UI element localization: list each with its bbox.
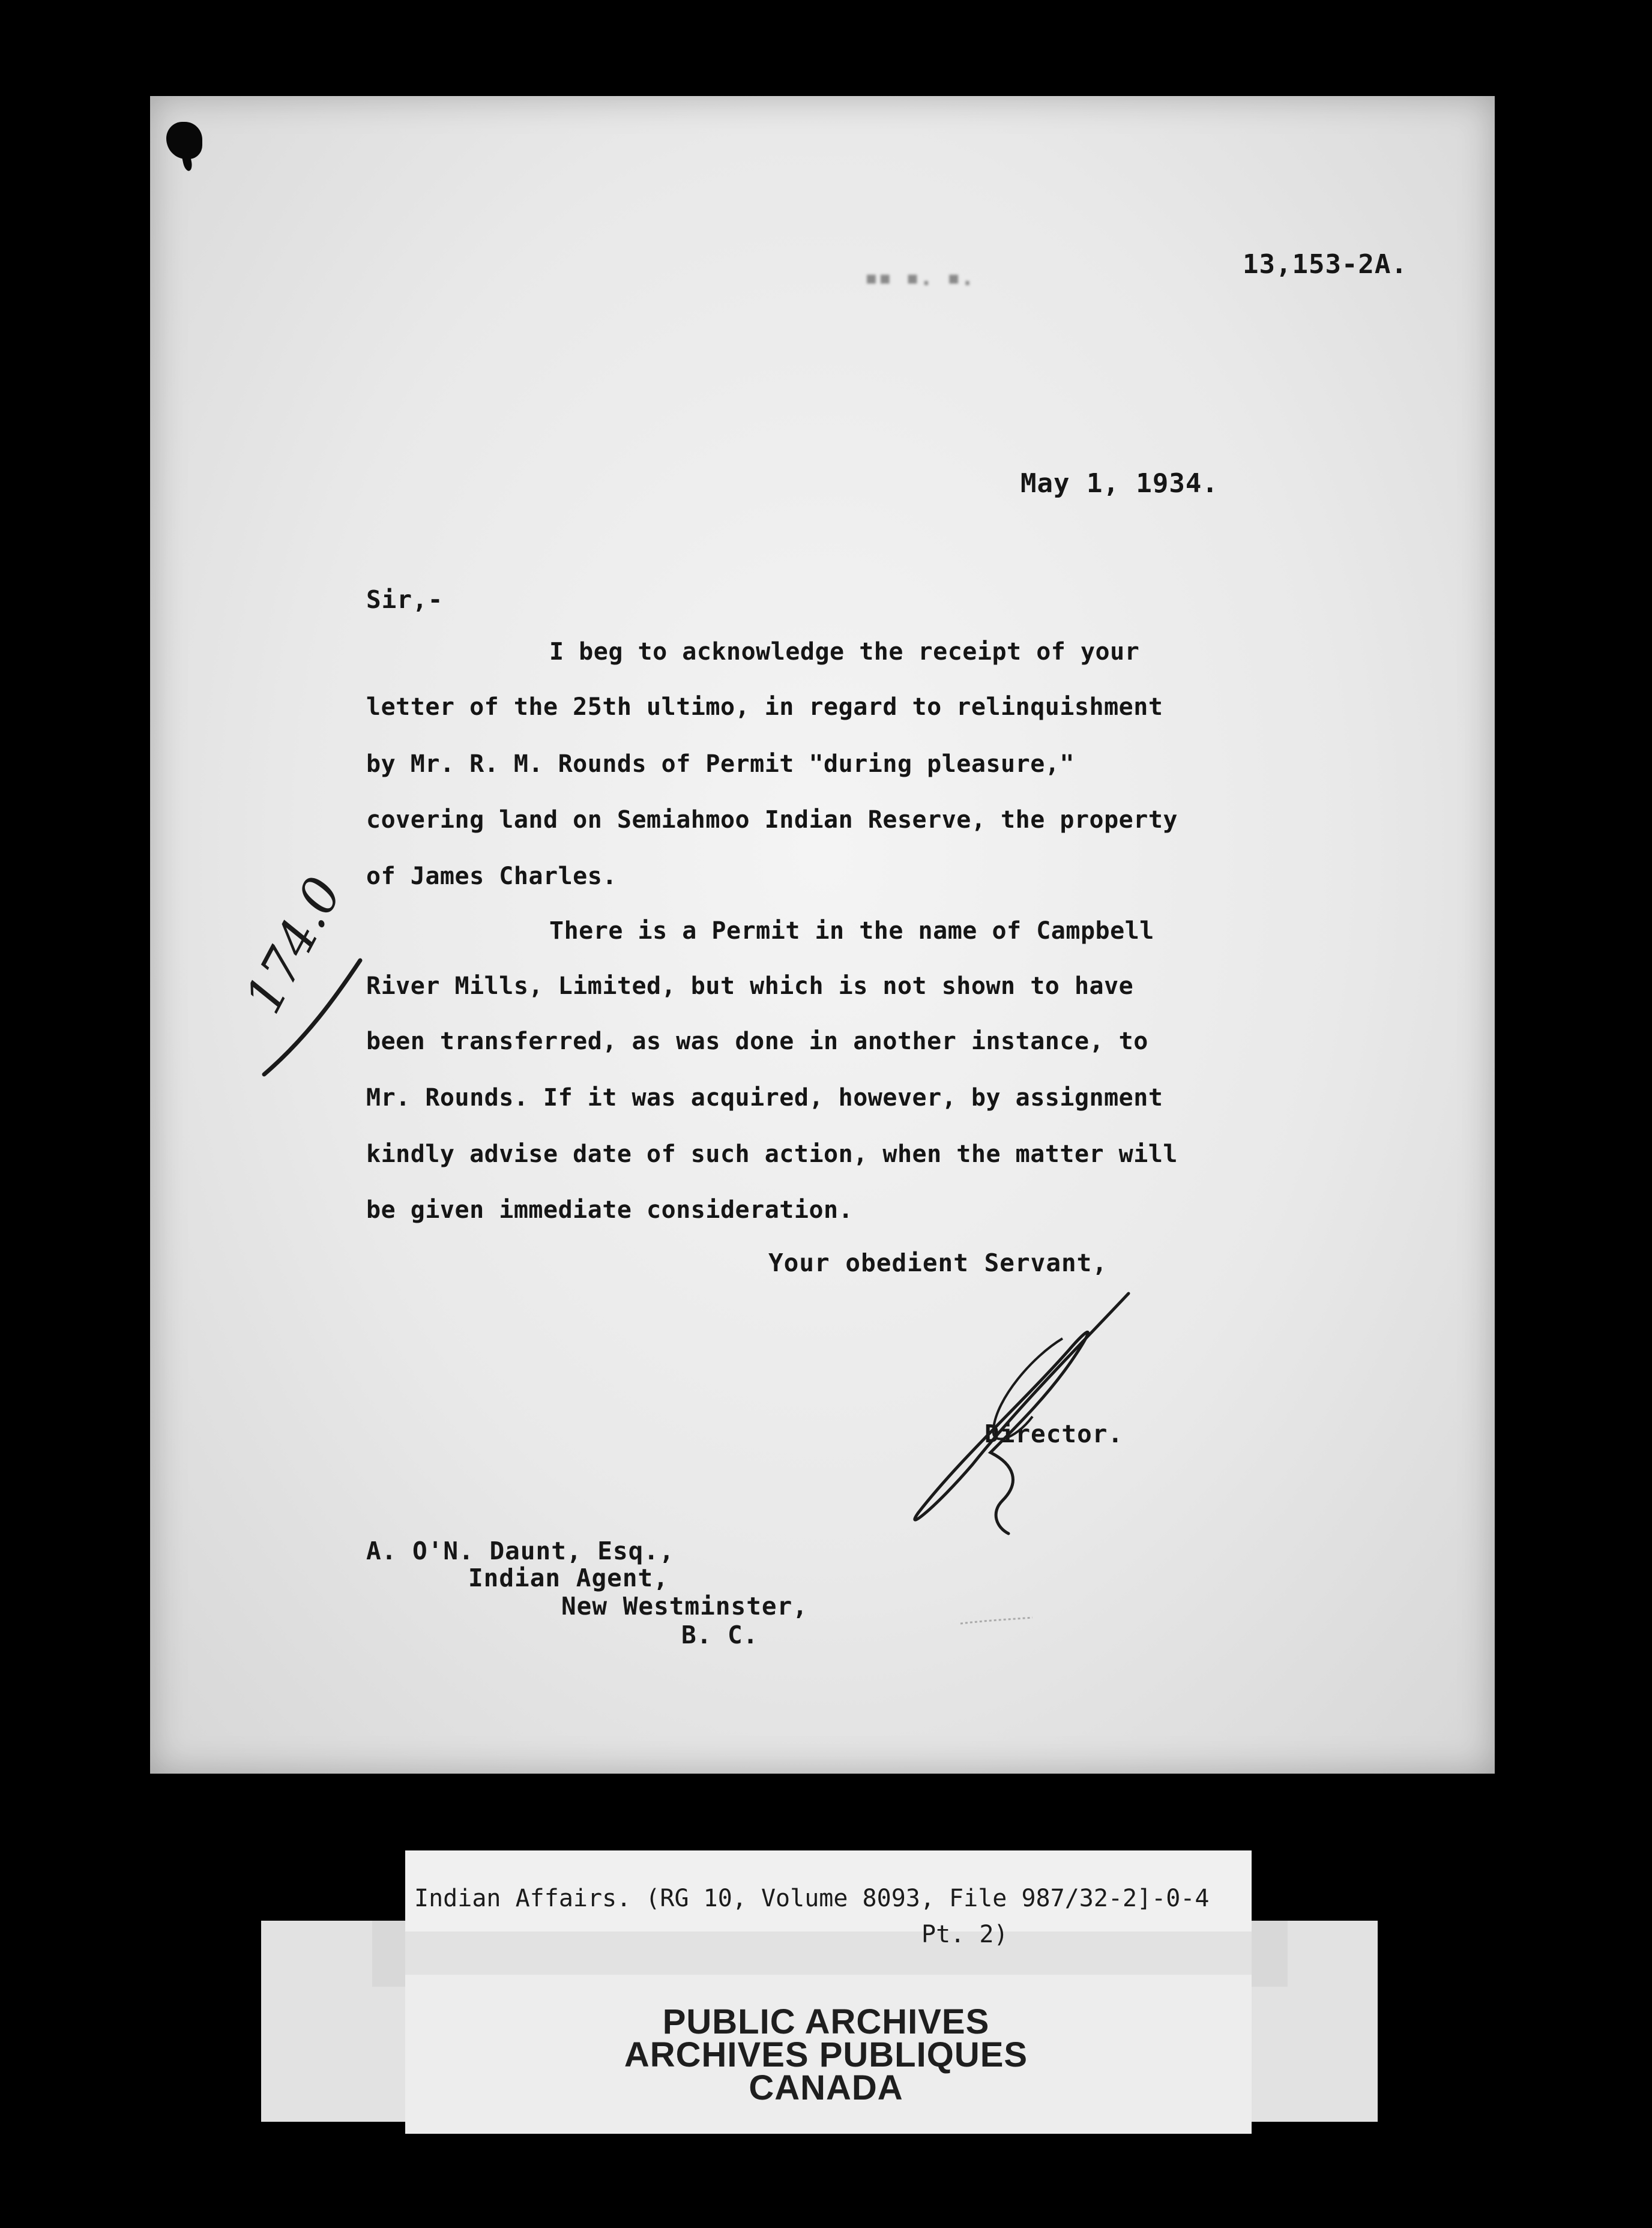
closing: Your obedient Servant, [768,1248,1108,1277]
faded-mark: ▪▪ ▪. ▪. [864,264,975,291]
archive-stamp-line-2: ARCHIVES PUBLIQUES [624,2035,1028,2074]
address-province: B. C. [681,1621,759,1649]
signature-title: Director. [984,1420,1124,1448]
body-line: kindly advise date of such action, when the matter will [366,1140,1178,1168]
body-line: been transferred, as was done in another instance, to [366,1028,1148,1055]
body-line: be given immediate consideration. [366,1196,854,1224]
body-line: I beg to acknowledge the receipt of your [549,638,1140,666]
body-line: covering land on Semiahmoo Indian Reserve, the property [366,806,1178,834]
file-number: 13,153-2A. [1243,249,1408,280]
card-notch-left [372,1921,405,1987]
body-line: River Mills, Limited, but which is not shown to have [366,972,1134,1000]
body-line: Mr. Rounds. If it was acquired, however, by assignment [366,1084,1163,1112]
address-city: New Westminster, [561,1592,808,1621]
body-line: of James Charles. [366,863,617,890]
signature [915,1293,1129,1534]
margin-note: 174.0 [233,867,354,1023]
address-title: Indian Agent, [468,1564,669,1592]
archive-stamp-line-3: CANADA [749,2068,903,2107]
body-line: by Mr. R. M. Rounds of Permit "during pleasure," [366,750,1075,778]
body-line: There is a Permit in the name of Campbell [549,917,1154,945]
body-line: letter of the 25th ultimo, in regard to relinquishment [366,693,1163,721]
reference-line-1: Indian Affairs. (RG 10, Volume 8093, File 987/32-2]-0-4 [414,1885,1210,1912]
letter-date: May 1, 1934. [1020,468,1219,499]
salutation: Sir,- [366,585,444,614]
reference-line-2: Pt. 2) [921,1921,1008,1948]
address-name: A. O'N. Daunt, Esq., [366,1537,675,1565]
archive-stamp-line-1: PUBLIC ARCHIVES [662,2002,990,2041]
card-notch-right [1252,1921,1288,1987]
